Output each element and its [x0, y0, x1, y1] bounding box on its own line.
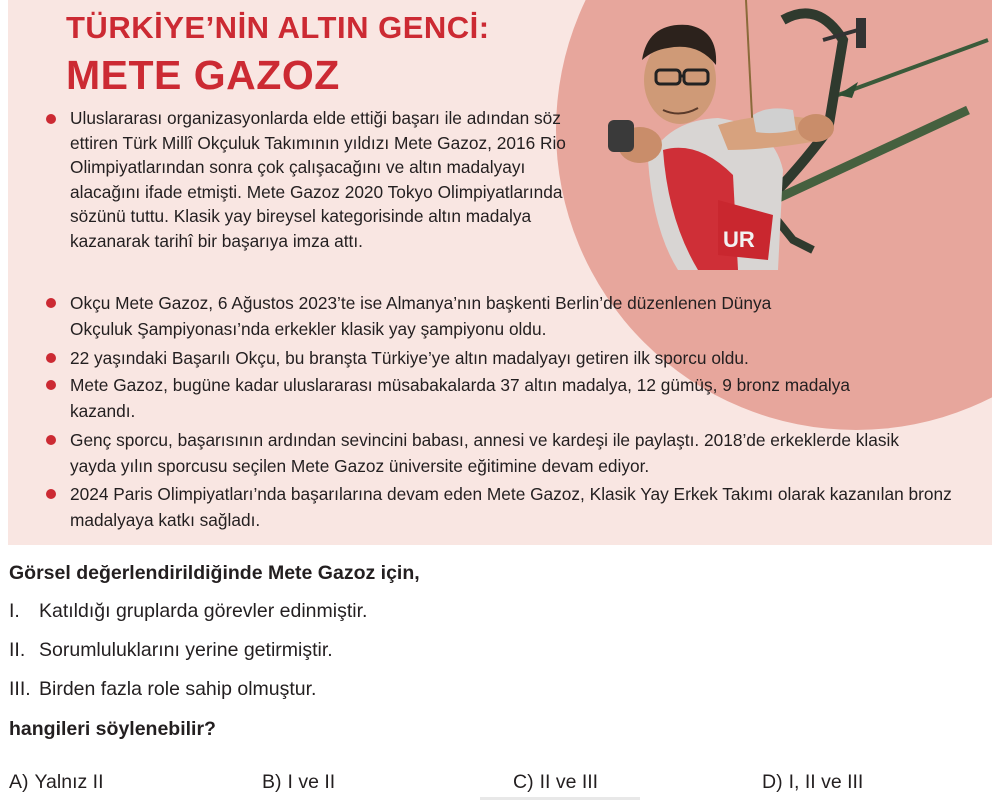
statement-3	[9, 678, 316, 701]
option-c[interactable]	[513, 771, 598, 794]
option-text: I, II ve III	[788, 771, 864, 793]
list-item	[46, 427, 926, 479]
svg-text:UR: UR	[723, 227, 755, 252]
option-text: II ve III	[539, 771, 599, 793]
bullet-dot-icon	[46, 353, 56, 363]
list-item-text: Okçu Mete Gazoz, 6 Ağustos 2023’te ise Almanya’nın başkenti Berlin’de düzenlenen Dünya Okçuluk Şampiyonası’nda erkekler klasik yay şampiyonu oldu.	[70, 293, 772, 339]
option-b[interactable]	[262, 771, 335, 794]
headline-title: TÜRKİYE’NİN ALTIN GENCİ:	[66, 10, 490, 45]
info-panel	[8, 0, 992, 545]
statement-number: II.	[9, 639, 26, 661]
list-item-text: Mete Gazoz, bugüne kadar uluslararası müsabakalarda 37 altın madalya, 12 gümüş, 9 bronz madalya kazandı.	[70, 375, 851, 421]
bullet-dot-icon	[46, 380, 56, 390]
option-letter: C)	[513, 771, 534, 793]
bullet-dot-icon	[46, 435, 56, 445]
list-item	[46, 481, 986, 533]
statement-2	[9, 639, 333, 662]
list-item-text: Genç sporcu, başarısının ardından sevincini babası, annesi ve kardeşi ile paylaştı. 2018’de erkeklerde klasik yayda yılın sporcusu seçilen Mete Gazoz üniversite eğitimine devam ediyor.	[70, 430, 900, 476]
list-item	[46, 345, 976, 371]
option-letter: D)	[762, 771, 783, 793]
question-ask: hangileri söylenebilir?	[9, 718, 216, 740]
list-item	[46, 106, 976, 254]
option-letter: A)	[9, 771, 29, 793]
statement-text: Birden fazla role sahip olmuştur.	[39, 678, 317, 700]
bullet-dot-icon	[46, 298, 56, 308]
option-d[interactable]	[762, 771, 863, 794]
list-item	[46, 372, 916, 424]
statement-number: I.	[9, 600, 20, 622]
headline-name: METE GAZOZ	[66, 52, 340, 98]
bullet-list	[8, 0, 992, 545]
statement-text: Sorumluluklarını yerine getirmiştir.	[39, 639, 333, 661]
bullet-dot-icon	[46, 489, 56, 499]
option-text: Yalnız II	[34, 771, 104, 793]
question-prompt: Görsel değerlendirildiğinde Mete Gazoz için,	[9, 562, 420, 584]
option-letter: B)	[262, 771, 282, 793]
list-item-text: 22 yaşındaki Başarılı Okçu, bu branşta Türkiye’ye altın madalyayı getiren ilk sporcu oldu.	[70, 348, 749, 368]
option-a[interactable]	[9, 771, 104, 794]
bullet-dot-icon	[46, 114, 56, 124]
statement-number: III.	[9, 678, 31, 700]
statement-1	[9, 600, 367, 623]
list-item-text: 2024 Paris Olimpiyatları’nda başarılarına devam eden Mete Gazoz, Klasik Yay Erkek Takımı olarak kazanılan bronz madalyaya katkı sağladı.	[70, 484, 952, 530]
list-item-text: Uluslararası organizasyonlarda elde ettiği başarı ile adından söz ettiren Türk Millî Okçuluk Takımının yıldızı Mete Gazoz, 2016 Rio Olimpiyatlarından sonra çok çalışacağını ve altın madalyayı alacağını ifade etmişti. Mete Gazoz 2020 Tokyo Olimpiyatlarında sözünü tuttu. Klasik yay bireysel kategorisinde altın madalya kazanarak tarihî bir başarıya imza attı.	[70, 108, 566, 251]
option-text: I ve II	[287, 771, 336, 793]
statement-text: Katıldığı gruplarda görevler edinmiştir.	[39, 600, 368, 622]
list-item	[46, 290, 806, 342]
